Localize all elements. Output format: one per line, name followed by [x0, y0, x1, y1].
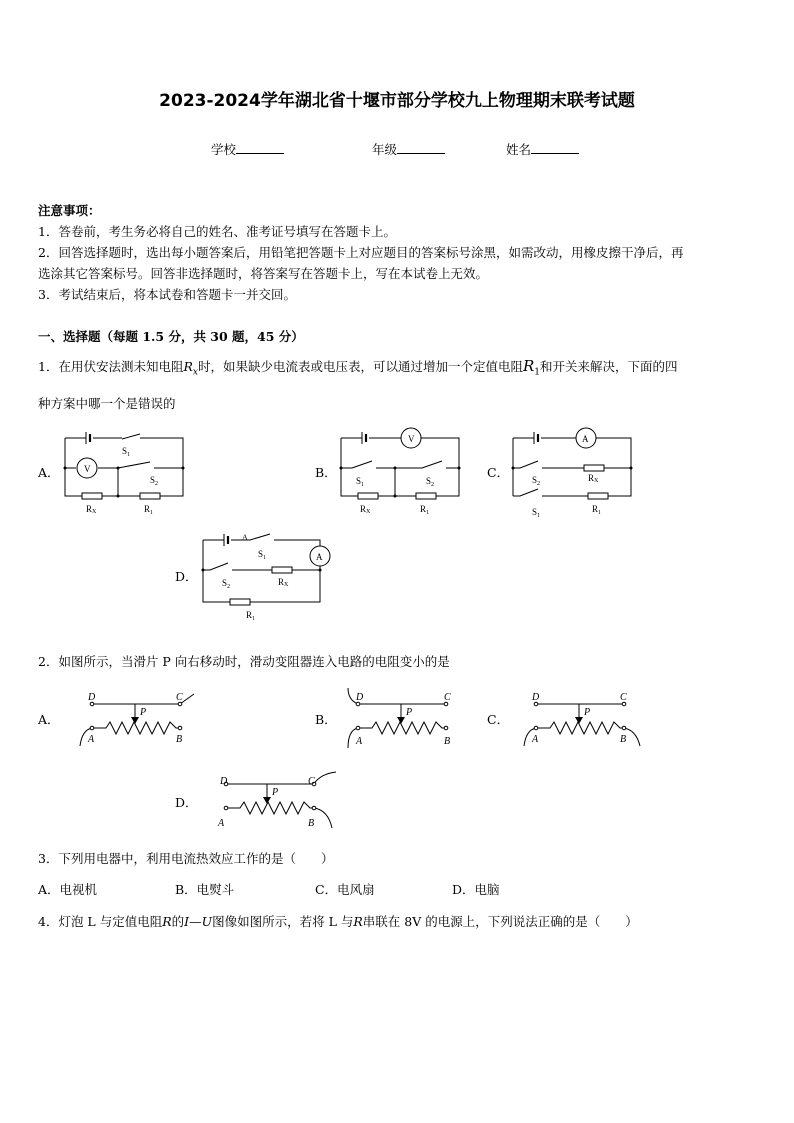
- q3-option-b: B．电熨斗: [175, 882, 235, 897]
- r1-label: $R_1$: [592, 504, 602, 516]
- notice-item-2b: 选涂其它答案标号。回答非选择题时，将答案写在答题卡上，写在本试卷上无效。: [38, 266, 489, 281]
- s1-label: $S_1$: [122, 446, 131, 458]
- rx-label: RX: [588, 473, 599, 484]
- letter-a: A: [532, 734, 539, 745]
- letter-d: D: [220, 776, 228, 787]
- r1-label: $R_1$: [246, 610, 256, 622]
- q3-option-c: C．电风扇: [315, 882, 375, 897]
- rx-label: RX: [86, 504, 97, 515]
- letter-p: P: [272, 787, 279, 798]
- q2-option-b-label: B．: [315, 712, 337, 727]
- notice-block: [38, 200, 683, 305]
- q1-circuit-b: [336, 428, 466, 520]
- q2-stem: 2．如图所示，当滑片 P 向右移动时，滑动变阻器连入电路的电阻变小的是: [38, 654, 450, 669]
- q1-rx: R: [183, 359, 193, 374]
- q1-option-c-label: C．: [487, 465, 510, 480]
- q3-stem: 3．下列用电器中，利用电流热效应工作的是（ ）: [38, 851, 334, 866]
- q1-option-d-label: D．: [175, 569, 198, 584]
- point-a-label: A: [242, 533, 248, 542]
- school-label: 学校: [211, 142, 237, 157]
- letter-a: A: [356, 736, 363, 747]
- q3-option-d: D．电脑: [452, 882, 500, 897]
- r1-label: $R_1$: [420, 504, 430, 516]
- q1-stem-line2: 种方案中哪一个是错误的: [38, 396, 176, 411]
- s1-label: $S_1$: [532, 507, 541, 519]
- letter-b: B: [308, 818, 315, 829]
- s2-label: $S_2$: [150, 475, 159, 487]
- grade-field: [372, 140, 445, 158]
- q1-r1-sub: 1: [534, 367, 541, 378]
- q1-circuit-c: [508, 428, 638, 520]
- notice-heading: 注意事项：: [38, 203, 101, 218]
- school-blank: [236, 141, 284, 154]
- rx-label: RX: [360, 504, 371, 515]
- q4-stem: [38, 912, 638, 930]
- letter-d: D: [532, 692, 540, 703]
- voltmeter-label: V: [84, 464, 91, 474]
- name-field: [506, 140, 579, 158]
- name-blank: [531, 141, 579, 154]
- s2-label: $S_2$: [532, 475, 541, 487]
- q1-r1: R: [522, 357, 535, 375]
- q2-option-a-label: A．: [38, 712, 60, 727]
- notice-item-2a: 2．回答选择题时，选出每小题答案后，用铅笔把答题卡上对应题目的答案标号涂黑，如需改动，用橡皮擦干净后，再: [38, 245, 684, 260]
- letter-a: A: [218, 818, 225, 829]
- q2-rheostat-a: [76, 690, 196, 750]
- q1-option-b-label: B．: [315, 465, 337, 480]
- q3-option-a: A．电视机: [38, 882, 98, 897]
- q4-r: R: [162, 914, 172, 929]
- name-label: 姓名: [506, 142, 532, 157]
- notice-item-1: 1．答卷前，考生务必将自己的姓名、准考证号填写在答题卡上。: [38, 224, 396, 239]
- letter-a: A: [88, 734, 95, 745]
- q2-rheostat-c: [520, 690, 644, 750]
- q2-option-c-label: C．: [487, 712, 510, 727]
- s1-label: $S_1$: [356, 476, 365, 488]
- rx-label: RX: [278, 577, 289, 588]
- letter-b: B: [176, 734, 183, 745]
- letter-c: C: [308, 776, 315, 787]
- q2-option-d-label: D．: [175, 795, 198, 810]
- q1-stem-b: 时，如果缺少电流表或电压表，可以通过增加一个定值电阻: [197, 359, 523, 374]
- letter-p: P: [406, 707, 413, 718]
- q2-rheostat-d: [214, 770, 338, 832]
- q1-circuit-a: [60, 428, 190, 520]
- voltmeter-label: V: [408, 434, 415, 444]
- q1-stem: [38, 357, 678, 378]
- q1-stem-a: 1．在用伏安法测未知电阻: [38, 359, 184, 374]
- s1-label: $S_1$: [258, 549, 267, 561]
- grade-label: 年级: [372, 142, 398, 157]
- q2-rheostat-b: [342, 686, 462, 750]
- letter-p: P: [584, 707, 591, 718]
- letter-d: D: [356, 692, 364, 703]
- q4-stem-2: 的: [171, 914, 185, 929]
- letter-d: D: [88, 692, 96, 703]
- page-title: 2023-2024学年湖北省十堰市部分学校九上物理期末联考试题: [159, 91, 635, 111]
- q1-option-a-label: A．: [38, 465, 60, 480]
- school-field: [211, 140, 284, 158]
- q1-stem-c: 和开关来解决，下面的四: [540, 359, 678, 374]
- letter-p: P: [140, 707, 147, 718]
- ammeter-label: A: [582, 434, 589, 444]
- letter-b: B: [444, 736, 451, 747]
- r1-label: $R_1$: [144, 504, 154, 516]
- s2-label: $S_2$: [426, 476, 435, 488]
- letter-c: C: [176, 692, 183, 703]
- q1-circuit-d: [198, 530, 328, 624]
- ammeter-label: A: [316, 552, 323, 562]
- q4-iu: I—U: [184, 914, 213, 929]
- grade-blank: [397, 141, 445, 154]
- section-heading: 一、选择题（每题 1.5 分，共 30 题，45 分）: [38, 329, 304, 344]
- letter-b: B: [620, 734, 627, 745]
- letter-c: C: [620, 692, 627, 703]
- q4-stem-3: 图像如图所示，若将 L 与: [212, 914, 354, 929]
- notice-item-3: 3．考试结束后，将本试卷和答题卡一并交回。: [38, 287, 296, 302]
- s2-label: $S_2$: [222, 578, 231, 590]
- q4-r2: R: [353, 914, 363, 929]
- q4-stem-1: 4．灯泡 L 与定值电阻: [38, 914, 163, 929]
- q1-rx-sub: x: [192, 367, 198, 378]
- letter-c: C: [444, 692, 451, 703]
- q4-stem-4: 串联在 8V 的电源上，下列说法正确的是（ ）: [362, 914, 638, 929]
